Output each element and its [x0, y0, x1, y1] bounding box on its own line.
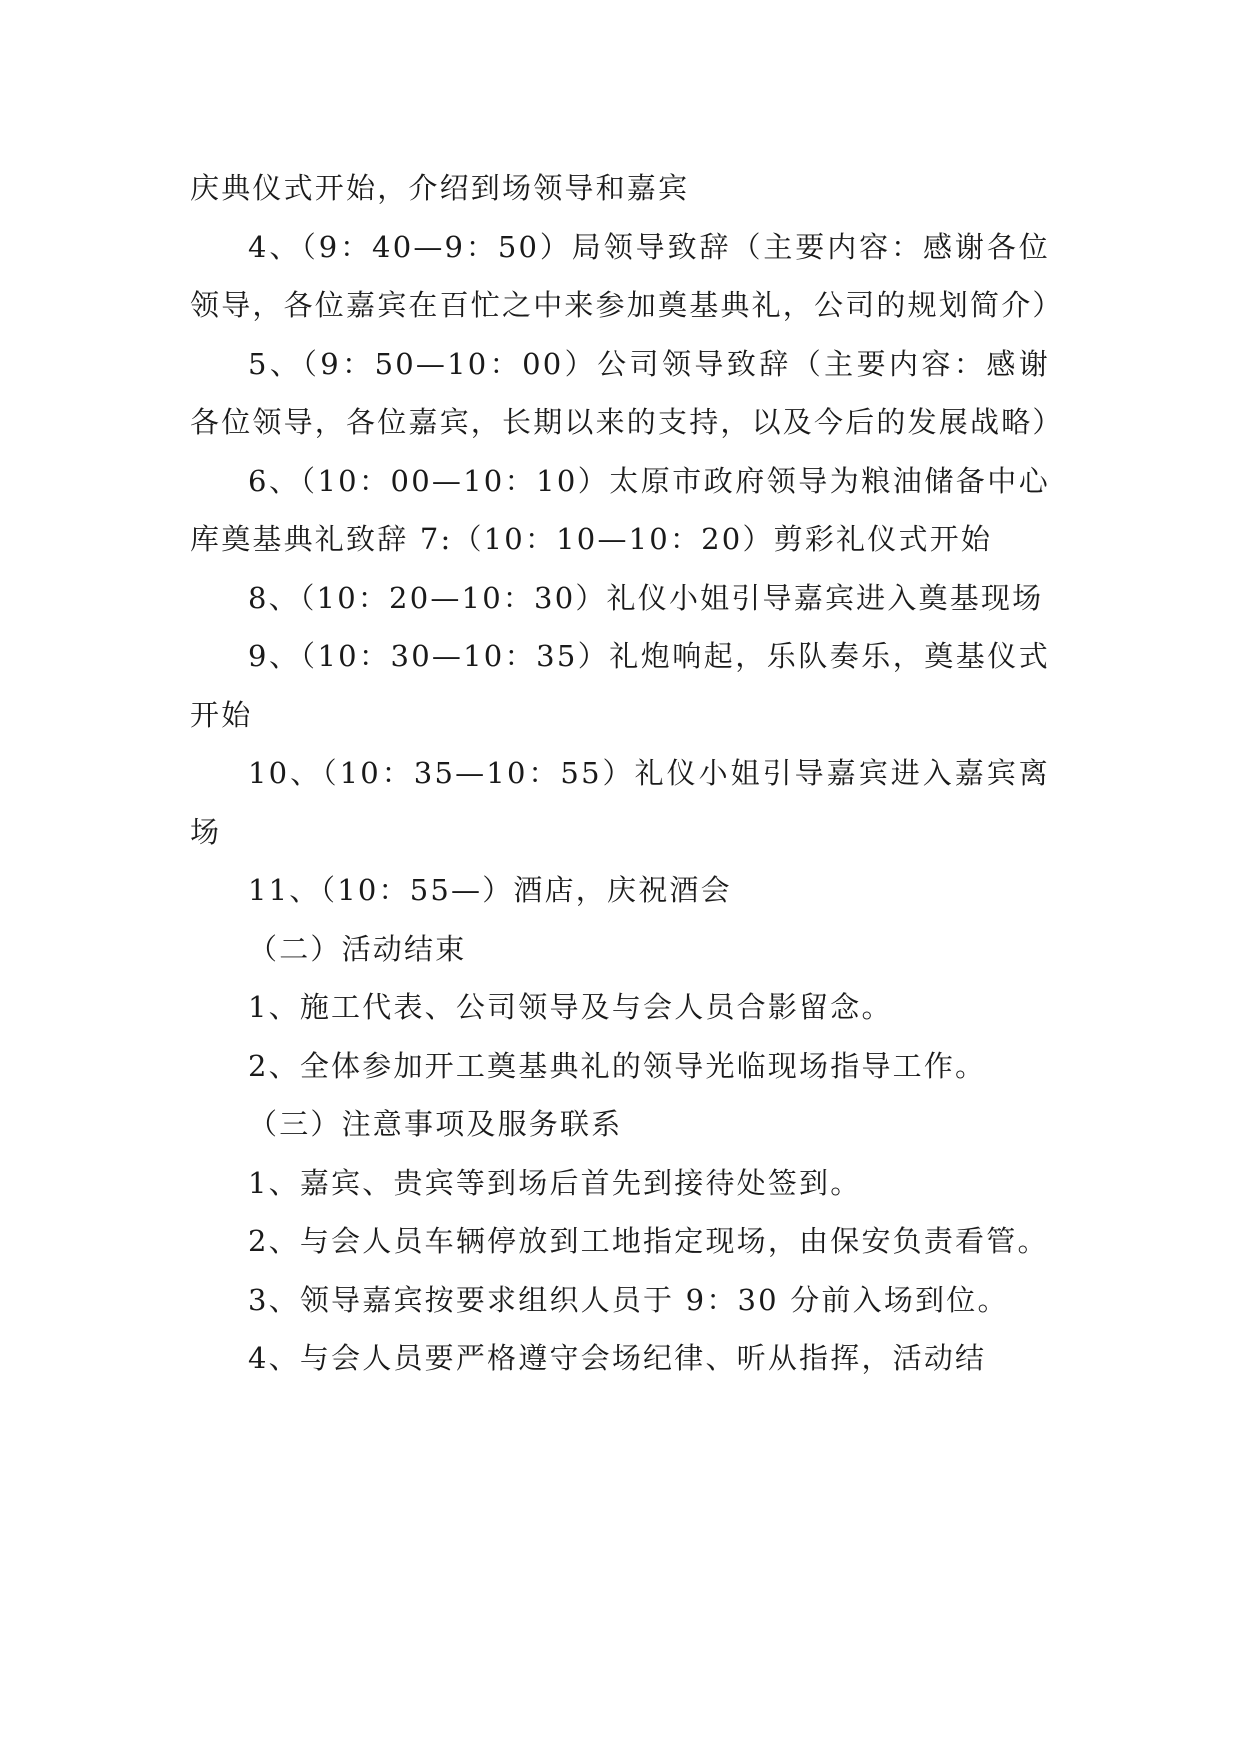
paragraph-note-item-3: 3、领导嘉宾按要求组织人员于 9：30 分前入场到位。	[248, 1282, 1009, 1317]
paragraph-item-11: 11、（10：55—）酒店，庆祝酒会	[248, 873, 732, 907]
paragraph-end-item-2: 2、全体参加开工奠基典礼的领导光临现场指导工作。	[248, 1048, 987, 1083]
paragraph-note-item-4: 4、与会人员要严格遵守会场纪律、听从指挥，活动结	[248, 1341, 987, 1375]
paragraph-item-10: 10、（10：35—10：55）礼仪小姐引导嘉宾进入嘉宾离场	[190, 756, 1050, 849]
paragraph-item-9: 9、（10：30—10：35）礼炮响起，乐队奏乐，奠基仪式开始	[190, 639, 1050, 732]
paragraph-end-item-1: 1、施工代表、公司领导及与会人员合影留念。	[248, 990, 893, 1024]
paragraph-ceremony-start: 庆典仪式开始，介绍到场领导和嘉宾	[190, 171, 690, 205]
paragraph-item-6-7: 6、（10：00—10：10）太原市政府领导为粮油储备中心库奠基典礼致辞 7:（10：10—10：20）剪彩礼仪式开始	[190, 463, 1050, 556]
section-heading-notes: （三）注意事项及服务联系	[248, 1107, 623, 1141]
paragraph-note-item-2: 2、与会人员车辆停放到工地指定现场，由保安负责看管。	[248, 1224, 1049, 1258]
paragraph-item-5: 5、（9：50—10：00）公司领导致辞（主要内容：感谢各位领导，各位嘉宾，长期以来的支持，以及今后的发展战略）	[190, 346, 1064, 439]
section-heading-activity-end: （二）活动结束	[248, 931, 467, 966]
paragraph-item-8: 8、（10：20—10：30）礼仪小姐引导嘉宾进入奠基现场	[248, 580, 1044, 615]
paragraph-note-item-1: 1、嘉宾、贵宾等到场后首先到接待处签到。	[248, 1165, 862, 1200]
paragraph-item-4: 4、（9：40—9：50）局领导致辞（主要内容：感谢各位领导，各位嘉宾在百忙之中来参加奠基典礼，公司的规划简介）	[190, 229, 1064, 322]
document-body	[190, 159, 1064, 1388]
